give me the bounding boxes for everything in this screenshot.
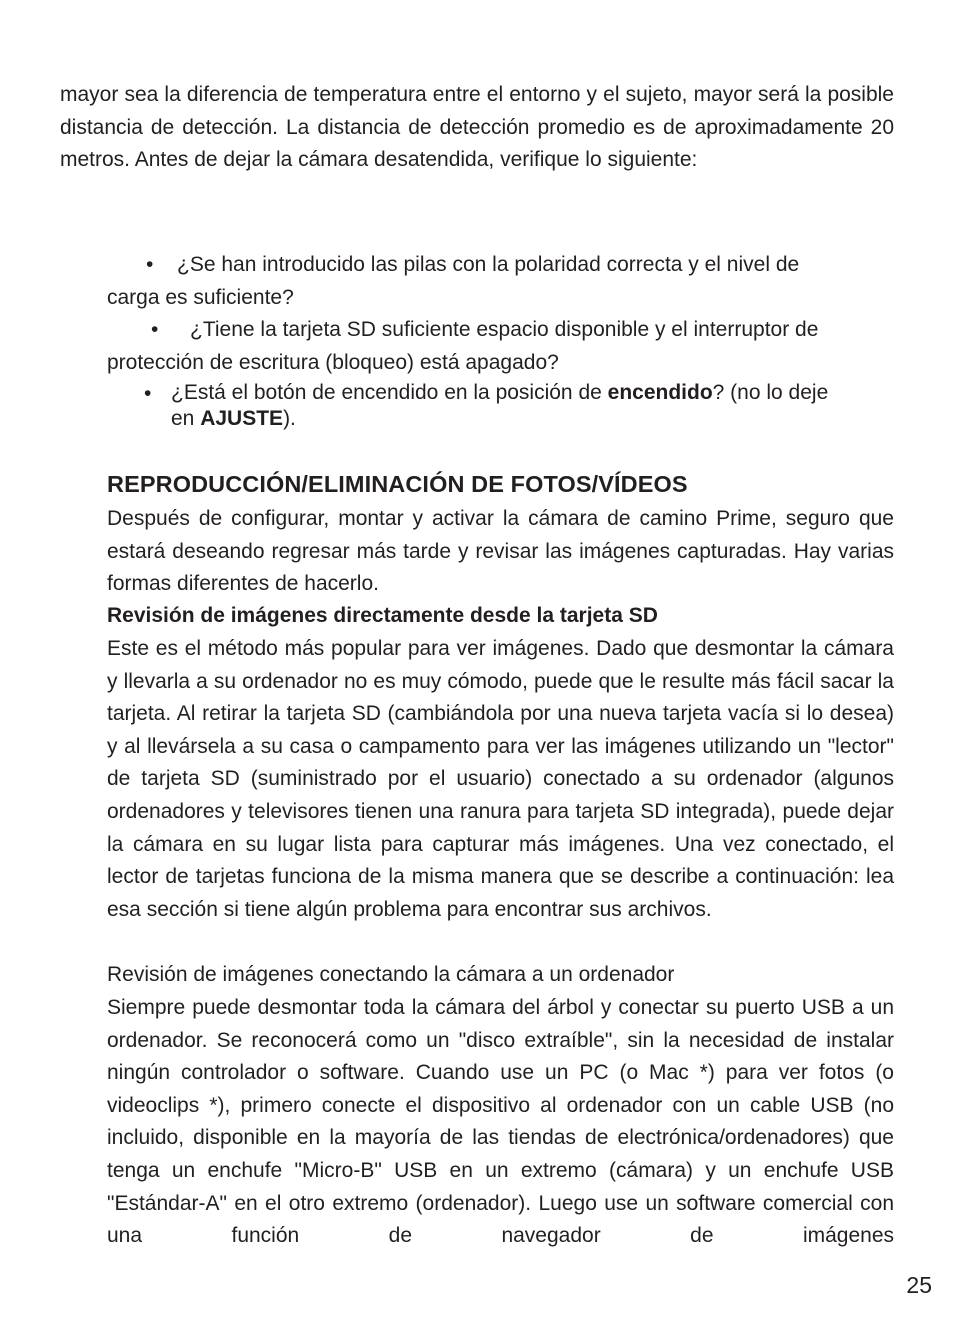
page-number: 25 [906,1272,932,1298]
checklist-item-3-mid: ? (no lo deje [712,381,829,404]
checklist-item-3-pre: ¿Está el botón de encendido en la posición de [171,381,608,404]
intro-paragraph: mayor sea la diferencia de temperatura entre el entorno y el sujeto, mayor será la posible distancia de detección. La distancia de detección promedio es de aproximadamente 20 metros. Antes de dejar la cámara desatendida, verifique lo siguiente: [60,83,894,172]
checklist-item-3-line2-pre: en [171,407,201,430]
checklist-item-2-line-2: protección de escritura (bloqueo) está apagado? [107,351,559,374]
checklist-item-1-line-2: carga es suficiente? [107,286,294,309]
checklist-item-3-bold-encendido: encendido [607,381,713,404]
section-paragraph-3: Siempre puede desmontar toda la cámara del árbol y conectar su puerto USB a un ordenador. Se reconocerá como un "disco extraíble", sin la necesidad de instalar ningún controlador o software. Cuando use un PC (o Mac *) para ver fotos (o videoclips *), primero conecte el dispositivo al ordenador con un cable USB (no incluido, disponible en la mayoría de las tiendas de electrónica/ordenadores) que tenga un enchufe "Micro-B" USB en un extremo (cámara) y un enchufe USB "Estándar-A" en el otro extremo (ordenador). Luego use un software comercial con una función de navegador de imágenes [107,996,894,1248]
checklist-item-2-line-1: ¿Tiene la tarjeta SD suficiente espacio disponible y el interruptor de [190,318,819,341]
checklist-item-1-line-1: ¿Se han introducido las pilas con la polaridad correcta y el nivel de [177,253,800,276]
subheading-sd-card: Revisión de imágenes directamente desde la tarjeta SD [107,604,658,627]
section-paragraph-2: Este es el método más popular para ver imágenes. Dado que desmontar la cámara y llevarla a su ordenador no es muy cómodo, puede que le resulte más fácil sacar la tarjeta. Al retirar la tarjeta SD (cambiándola por una nueva tarjeta vacía si lo desea) y al llevársela a su casa o campamento para ver las imágenes utilizando un "lector" de tarjeta SD (suministrado por el usuario) conectado a su ordenador (algunos ordenadores y televisores tienen una ranura para tarjeta SD integrada), puede dejar la cámara en su lugar lista para capturar más imágenes. Una vez conectado, el lector de tarjetas funciona de la misma manera que se describe a continuación: lea esa sección si tiene algún problema para encontrar sus archivos. [107,637,894,921]
bullet-3: • [144,382,152,405]
section-paragraph-1: Después de configurar, montar y activar la cámara de camino Prime, seguro que estará deseando regresar más tarde y revisar las imágenes capturadas. Hay varias formas diferentes de hacerlo. [107,507,894,596]
bullet-1: • [146,253,154,276]
subheading-computer: Revisión de imágenes conectando la cámara a un ordenador [107,963,675,986]
bullet-2: • [151,318,159,341]
checklist-item-3-line-1 [171,380,828,406]
section-heading: REPRODUCCIÓN/ELIMINACIÓN DE FOTOS/VÍDEOS [107,471,688,497]
checklist-item-3-line-2 [171,406,296,432]
checklist-item-3-line2-post: ). [283,407,296,430]
checklist-item-3-bold-ajuste: AJUSTE [200,407,284,430]
